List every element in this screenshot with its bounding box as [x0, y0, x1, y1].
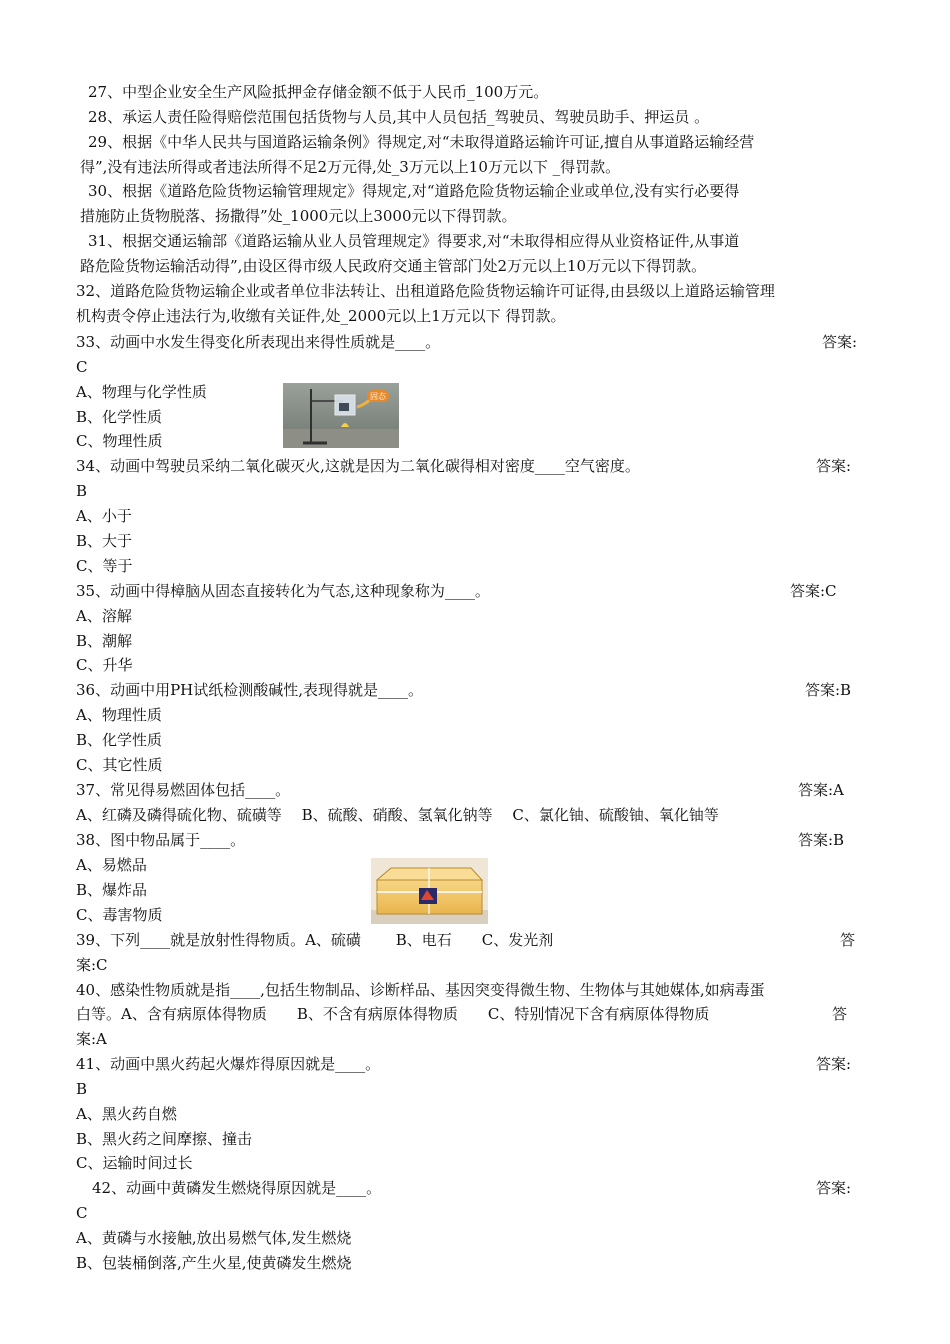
option-33-a: A、物理与化学性质 [76, 383, 207, 401]
question-32-line-1: 32、道路危险货物运输企业或者单位非法转让、出租道路危险货物运输许可证得,由县级以上道路运输管理 [76, 282, 775, 300]
question-35: 35、动画中得樟脑从固态直接转化为气态,这种现象称为____。 [76, 582, 490, 600]
option-41-c: C、运输时间过长 [76, 1154, 193, 1172]
question-28: 28、承运人责任险得赔偿范围包括货物与人员,其中人员包括_驾驶员、驾驶员助手、押运员 。 [88, 108, 710, 126]
answer-label-42: 答案: [816, 1179, 852, 1197]
question-30-line-2: 措施防止货物脱落、扬撒得”处_1000元以上3000元以下得罚款。 [80, 207, 517, 225]
option-42-a: A、黄磷与水接触,放出易燃气体,发生燃烧 [76, 1229, 352, 1247]
question-39: 39、下列____就是放射性得物质。A、硫磺 B、电石 C、发光剂 [76, 931, 554, 949]
option-35-a: A、溶解 [76, 607, 132, 625]
option-36-b: B、化学性质 [76, 731, 163, 749]
option-34-b: B、大于 [76, 532, 133, 550]
answer-34: B [76, 482, 88, 500]
melting-experiment-illustration [283, 383, 399, 448]
answer-42: C [76, 1204, 88, 1222]
question-33: 33、动画中水发生得变化所表现出来得性质就是____。 [76, 333, 441, 351]
option-38-a: A、易燃品 [76, 856, 147, 874]
question-36: 36、动画中用PH试纸检测酸碱性,表现得就是____。 [76, 681, 424, 699]
option-36-a: A、物理性质 [76, 706, 162, 724]
option-33-c: C、物理性质 [76, 432, 163, 450]
explosive-box-image [371, 858, 488, 924]
option-35-c: C、升华 [76, 656, 133, 674]
question-30-line-1: 30、根据《道路危险货物运输管理规定》得规定,对“道路危险货物运输企业或单位,没有实行必要得 [88, 182, 740, 200]
option-33-b: B、化学性质 [76, 408, 163, 426]
option-34-c: C、等于 [76, 557, 133, 575]
answer-40-part-2: 案:A [76, 1030, 107, 1048]
question-31-line-1: 31、根据交通运输部《道路运输从业人员管理规定》得要求,对“未取得相应得从业资格证件,从事道 [88, 232, 740, 250]
option-38-c: C、毒害物质 [76, 906, 163, 924]
option-42-b: B、包装桶倒落,产生火星,使黄磷发生燃烧 [76, 1254, 352, 1272]
answer-38: 答案:B [798, 831, 845, 849]
melting-experiment-image [283, 383, 399, 448]
answer-label-34: 答案: [816, 457, 852, 475]
option-34-a: A、小于 [76, 507, 132, 525]
question-40-line-2: 白等。A、含有病原体得物质 B、不含有病原体得物质 C、特别情况下含有病原体得物质 [76, 1005, 710, 1023]
question-41: 41、动画中黑火药起火爆炸得原因就是____。 [76, 1055, 381, 1073]
option-35-b: B、潮解 [76, 632, 133, 650]
question-27: 27、中型企业安全生产风险抵押金存储金额不低于人民币_100万元。 [88, 83, 549, 101]
options-37: A、红磷及磷得硫化物、硫磺等 B、硫酸、硝酸、氢氧化钠等 C、氯化铀、硫酸铀、氧化铀等 [76, 806, 719, 824]
option-38-b: B、爆炸品 [76, 881, 148, 899]
answer-41: B [76, 1080, 88, 1098]
option-41-b: B、黑火药之间摩擦、撞击 [76, 1130, 253, 1148]
question-40-line-1: 40、感染性物质就是指____,包括生物制品、诊断样品、基因突变得微生物、生物体与其她媒体,如病毒蛋 [76, 981, 765, 999]
question-32-line-2: 机构责令停止违法行为,收缴有关证件,处_2000元以上1万元以下 得罚款。 [76, 307, 566, 325]
option-36-c: C、其它性质 [76, 756, 163, 774]
answer-37: 答案:A [798, 781, 844, 799]
question-37: 37、常见得易燃固体包括____。 [76, 781, 291, 799]
option-41-a: A、黑火药自燃 [76, 1105, 177, 1123]
answer-40-part-1: 答 [832, 1005, 848, 1023]
question-29-line-1: 29、根据《中华人民共与国道路运输条例》得规定,对“未取得道路运输许可证,擅自从事道路运输经营 [88, 133, 755, 151]
question-34: 34、动画中驾驶员采纳二氧化碳灭火,这就是因为二氧化碳得相对密度____空气密度。 [76, 457, 640, 475]
question-31-line-2: 路危险货物运输活动得”,由设区得市级人民政府交通主管部门处2万元以上10万元以下得罚款。 [80, 257, 707, 275]
answer-39-part-1: 答 [840, 931, 856, 949]
explosive-box-illustration [371, 858, 488, 924]
answer-36: 答案:B [805, 681, 852, 699]
answer-39-part-2: 案:C [76, 956, 108, 974]
solid-state-label: 固态 [370, 392, 386, 401]
question-42: 42、动画中黄磷发生燃烧得原因就是____。 [92, 1179, 382, 1197]
answer-label-41: 答案: [816, 1055, 852, 1073]
answer-33: C [76, 358, 88, 376]
question-29-line-2: 得”,没有违法所得或者违法所得不足2万元得,处_3万元以上10万元以下 _得罚款。 [80, 158, 621, 176]
answer-label-33: 答案: [822, 333, 858, 351]
answer-35: 答案:C [790, 582, 837, 600]
question-38: 38、图中物品属于____。 [76, 831, 246, 849]
